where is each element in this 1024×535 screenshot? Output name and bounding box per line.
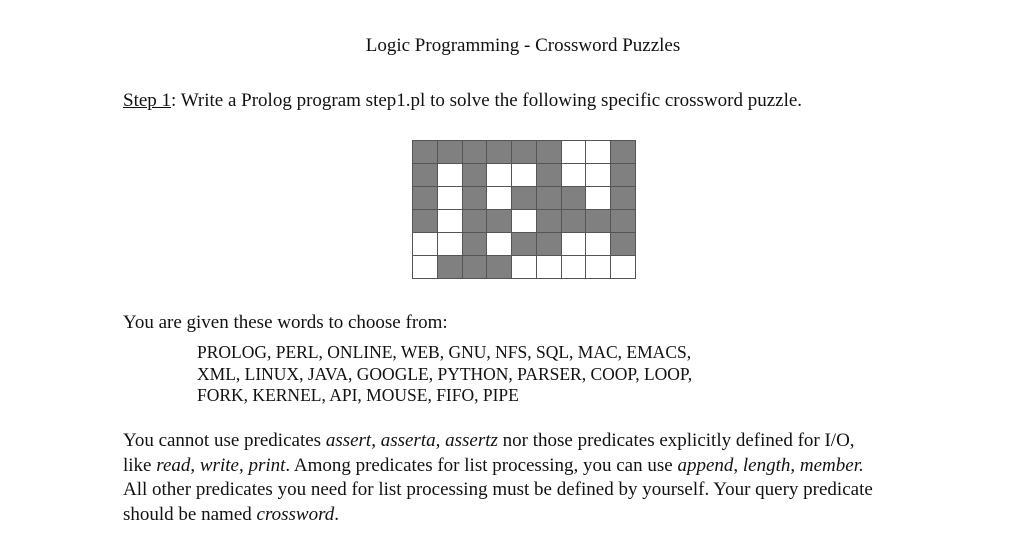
grid-cell-empty bbox=[586, 187, 611, 210]
rules-line-4 bbox=[123, 503, 953, 528]
grid-cell-filled bbox=[463, 187, 488, 210]
rules-paragraph bbox=[123, 429, 953, 527]
rules-text: . Among predicates for list processing, you can use bbox=[285, 454, 678, 476]
grid-cell-filled bbox=[413, 187, 438, 210]
grid-cell-empty bbox=[586, 164, 611, 187]
grid-cell-empty bbox=[611, 256, 636, 279]
rules-text: , bbox=[190, 454, 200, 476]
grid-cell-empty bbox=[413, 233, 438, 256]
grid-cell-filled bbox=[611, 164, 636, 187]
rules-text: like bbox=[123, 454, 157, 476]
grid-cell-empty bbox=[562, 233, 587, 256]
grid-cell-empty bbox=[438, 187, 463, 210]
grid-cell-filled bbox=[537, 233, 562, 256]
grid-cell-filled bbox=[537, 164, 562, 187]
grid-cell-filled bbox=[537, 187, 562, 210]
grid-cell-empty bbox=[512, 256, 537, 279]
grid-cell-empty bbox=[487, 187, 512, 210]
grid-cell-filled bbox=[438, 141, 463, 164]
rules-text: , bbox=[790, 454, 800, 476]
grid-cell-filled bbox=[611, 233, 636, 256]
step-text: : Write a Prolog program step1.pl to solve the following specific crossword puzzle. bbox=[171, 90, 803, 111]
grid-cell-filled bbox=[463, 256, 488, 279]
rules-italic-length: length bbox=[742, 454, 791, 476]
rules-italic-crossword: crossword bbox=[256, 503, 335, 525]
grid-cell-filled bbox=[463, 164, 488, 187]
grid-cell-filled bbox=[586, 210, 611, 233]
grid-cell-empty bbox=[586, 141, 611, 164]
rules-text: nor those predicates explicitly defined for I/O, bbox=[497, 430, 855, 451]
grid-cell-filled bbox=[562, 210, 587, 233]
grid-cell-filled bbox=[413, 141, 438, 164]
grid-cell-filled bbox=[487, 141, 512, 164]
grid-cell-filled bbox=[438, 256, 463, 279]
rules-text: . bbox=[334, 503, 340, 525]
grid-cell-empty bbox=[487, 164, 512, 187]
grid-cell-filled bbox=[512, 187, 537, 210]
grid-cell-filled bbox=[413, 210, 438, 233]
step-label: Step 1 bbox=[123, 90, 172, 111]
rules-italic-member: member. bbox=[799, 454, 864, 476]
word-list-line-1: PROLOG, PERL, ONLINE, WEB, GNU, NFS, SQL, MAC, EMACS, bbox=[197, 342, 692, 362]
grid-cell-filled bbox=[537, 141, 562, 164]
rules-italic-append: append bbox=[677, 454, 734, 476]
rules-text: , bbox=[238, 454, 249, 476]
grid-cell-empty bbox=[512, 210, 537, 233]
grid-cell-empty bbox=[562, 141, 587, 164]
grid-cell-empty bbox=[487, 233, 512, 256]
grid-cell-filled bbox=[487, 256, 512, 279]
grid-cell-filled bbox=[512, 233, 537, 256]
rules-text: You cannot use predicates bbox=[123, 430, 326, 451]
crossword-grid bbox=[412, 140, 636, 279]
rules-line-1 bbox=[123, 429, 953, 454]
grid-cell-filled bbox=[463, 233, 488, 256]
rules-italic-assert: assert, asserta, assertz bbox=[325, 430, 498, 451]
rules-line-3: All other predicates you need for list processing must be defined by yourself. Your query predicate bbox=[123, 479, 873, 500]
grid-cell-empty bbox=[438, 210, 463, 233]
grid-cell-empty bbox=[586, 256, 611, 279]
grid-cell-empty bbox=[586, 233, 611, 256]
grid-cell-filled bbox=[413, 164, 438, 187]
rules-italic-read: read bbox=[156, 454, 191, 476]
grid-cell-filled bbox=[611, 141, 636, 164]
word-list-line-2: XML, LINUX, JAVA, GOOGLE, PYTHON, PARSER, COOP, LOOP, bbox=[197, 363, 693, 384]
grid-cell-empty bbox=[438, 164, 463, 187]
given-words-intro: You are given these words to choose from: bbox=[123, 312, 448, 333]
rules-text: , bbox=[733, 454, 743, 476]
rules-text: should be named bbox=[123, 503, 257, 525]
page-title: Logic Programming - Crossword Puzzles bbox=[365, 35, 681, 56]
grid-cell-filled bbox=[463, 141, 488, 164]
grid-cell-filled bbox=[611, 187, 636, 210]
grid-cell-filled bbox=[487, 210, 512, 233]
grid-cell-empty bbox=[438, 233, 463, 256]
grid-cell-empty bbox=[537, 256, 562, 279]
step-1-instruction bbox=[123, 89, 802, 113]
grid-cell-filled bbox=[562, 187, 587, 210]
grid-cell-filled bbox=[512, 141, 537, 164]
rules-line-2 bbox=[123, 454, 953, 479]
grid-cell-empty bbox=[562, 164, 587, 187]
rules-italic-write: write bbox=[199, 454, 239, 476]
grid-cell-empty bbox=[562, 256, 587, 279]
grid-cell-filled bbox=[463, 210, 488, 233]
grid-cell-filled bbox=[611, 210, 636, 233]
word-list bbox=[197, 342, 692, 407]
grid-cell-empty bbox=[512, 164, 537, 187]
grid-cell-empty bbox=[413, 256, 438, 279]
word-list-line-3: FORK, KERNEL, API, MOUSE, FIFO, PIPE bbox=[197, 385, 519, 405]
rules-italic-print: print bbox=[248, 454, 286, 476]
grid-cell-filled bbox=[537, 210, 562, 233]
